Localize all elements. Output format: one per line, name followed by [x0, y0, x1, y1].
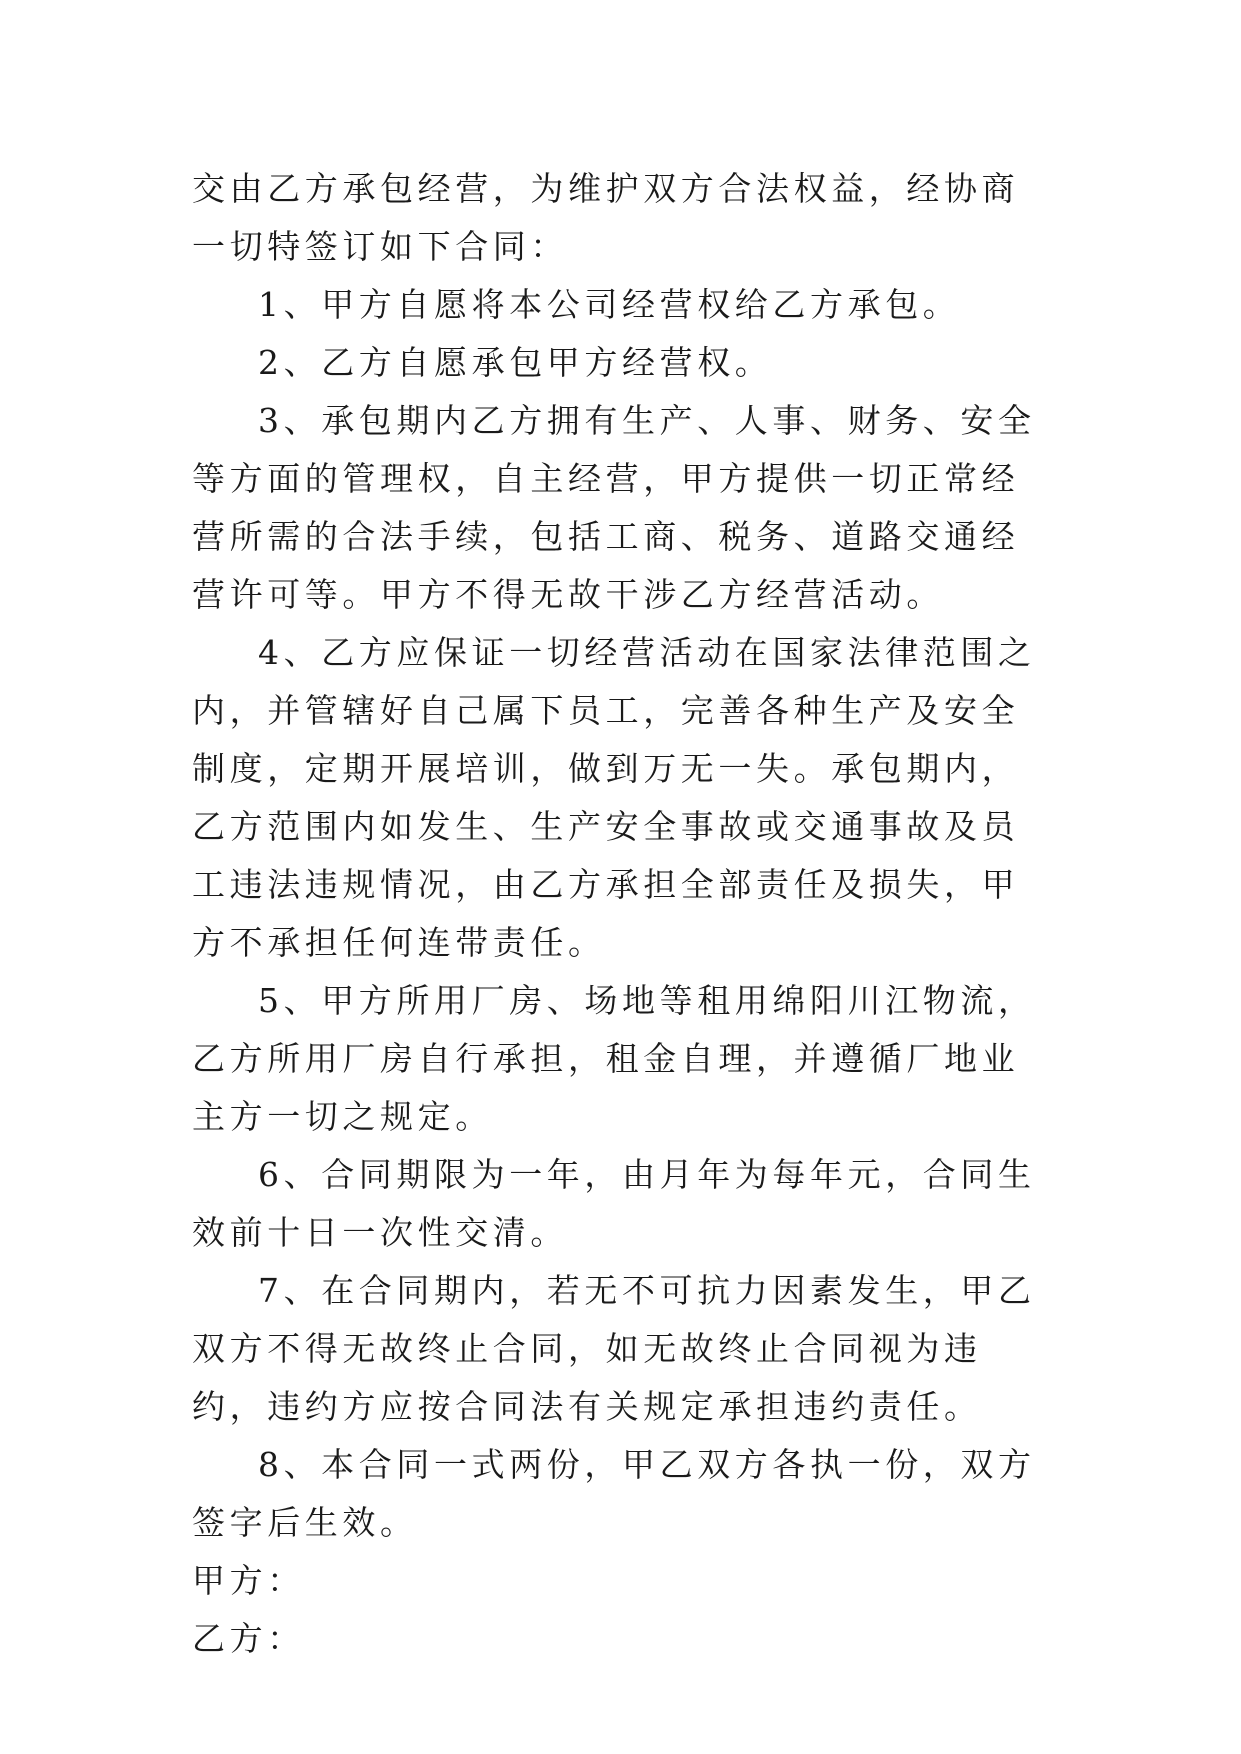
contract-intro-paragraph: 交由乙方承包经营，为维护双方合法权益，经协商一切特签订如下合同：	[192, 169, 1020, 266]
contract-clause-5: 5、甲方所用厂房、场地等租用绵阳川江物流，乙方所用厂房自行承担，租金自理，并遵循厂地业主方一切之规定。	[192, 981, 1036, 1136]
party-b-signature-line: 乙方：	[192, 1619, 305, 1658]
contract-clause-2: 2、乙方自愿承包甲方经营权。	[258, 343, 773, 382]
party-a-signature-line: 甲方：	[192, 1561, 305, 1600]
contract-clause-1: 1、甲方自愿将本公司经营权给乙方承包。	[258, 285, 961, 324]
contract-clause-8: 8、本合同一式两份，甲乙双方各执一份，双方签字后生效。	[192, 1445, 1036, 1542]
contract-clause-4: 4、乙方应保证一切经营活动在国家法律范围之内，并管辖好自己属下员工，完善各种生产及安全制度，定期开展培训，做到万无一失。承包期内，乙方范围内如发生、生产安全事故或交通事故及员工违法违规情况，由乙方承担全部责任及损失，甲方不承担任何连带责任。	[192, 633, 1036, 962]
contract-clause-3: 3、承包期内乙方拥有生产、人事、财务、安全等方面的管理权，自主经营，甲方提供一切正常经营所需的合法手续，包括工商、税务、道路交通经营许可等。甲方不得无故干涉乙方经营活动。	[192, 401, 1036, 614]
contract-clause-7: 7、在合同期内，若无不可抗力因素发生，甲乙双方不得无故终止合同，如无故终止合同视为违约，违约方应按合同法有关规定承担违约责任。	[192, 1271, 1036, 1426]
contract-clause-6: 6、合同期限为一年，由月年为每年元，合同生效前十日一次性交清。	[192, 1155, 1036, 1252]
contract-body	[192, 160, 1052, 1668]
